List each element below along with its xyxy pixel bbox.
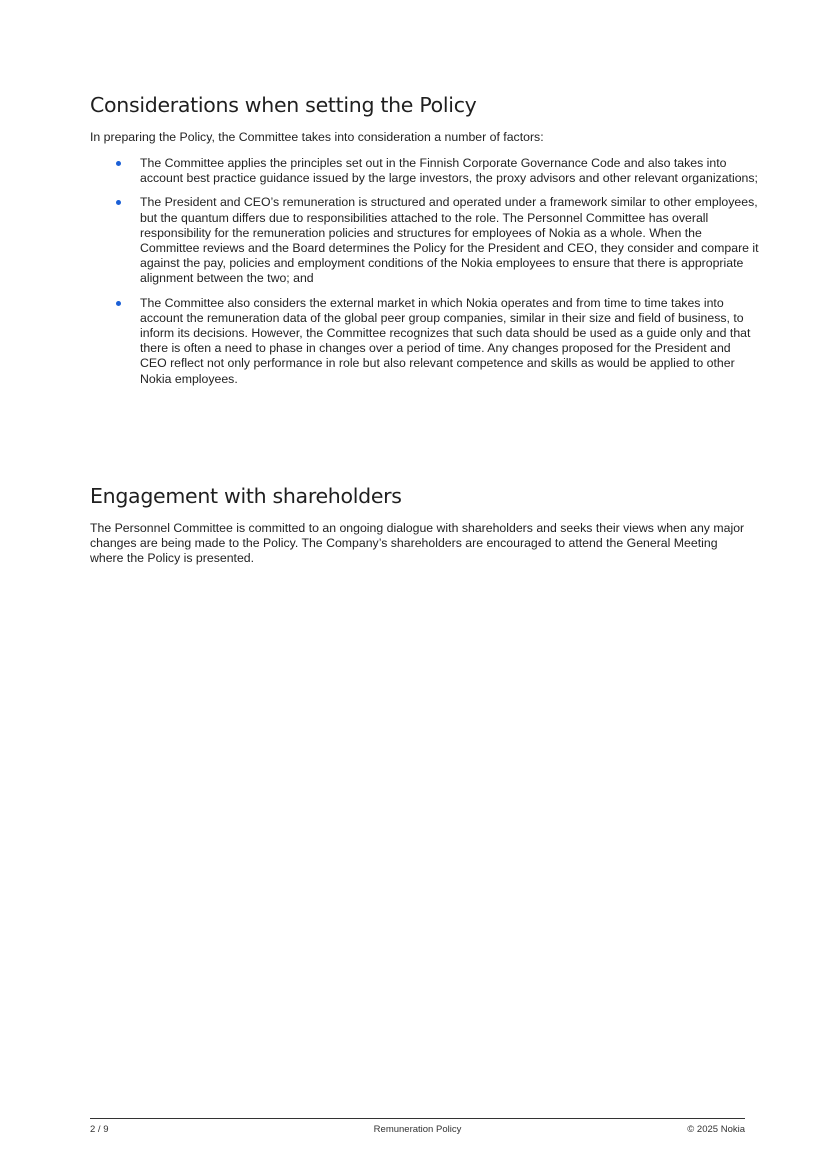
- section-body-engagement: The Personnel Committee is committed to an ongoing dialogue with shareholders and seeks their views when any major changes are being made to the Policy. The Company’s shareholders are encouraged to attend the General Meeting where the Policy is presented.: [90, 521, 745, 566]
- page-number: 2 / 9: [90, 1124, 109, 1135]
- page-footer: [90, 1124, 745, 1138]
- list-item-text: The President and CEO’s remuneration is structured and operated under a framework similar to other employees, but the quantum differs due to responsibilities attached to the role. The Personnel Committee has overall responsibility for the remuneration policies and structures for employees of Nokia as a whole. When the Committee reviews and the Board determines the Policy for the President and CEO, they consider and compare it against the pay, policies and employment conditions of the Nokia employees to ensure that there is appropriate alignment between the two; and: [140, 195, 759, 286]
- footer-divider: [90, 1118, 745, 1119]
- copyright-notice: © 2025 Nokia: [687, 1124, 745, 1135]
- section-intro: In preparing the Policy, the Committee takes into consideration a number of factors:: [90, 130, 544, 144]
- bullet-icon: [116, 200, 121, 205]
- section-heading-considerations: Considerations when setting the Policy: [90, 93, 477, 117]
- list-item: [90, 296, 760, 387]
- bullet-icon: [116, 301, 121, 306]
- list-item: [90, 195, 760, 286]
- document-title: Remuneration Policy: [373, 1124, 462, 1135]
- bullet-icon: [116, 161, 121, 166]
- section-heading-engagement: Engagement with shareholders: [90, 484, 402, 508]
- list-item-text: The Committee applies the principles set out in the Finnish Corporate Governance Code and also takes into account best practice guidance issued by the large investors, the proxy advisors and other relevant organizations;: [140, 156, 758, 186]
- considerations-list: [90, 156, 760, 396]
- list-item-text: The Committee also considers the external market in which Nokia operates and from time to time takes into account the remuneration data of the global peer group companies, similar in their size and field of business, to inform its decisions. However, the Committee recognizes that such data should be used as a guide only and that there is often a need to phase in changes over a period of time. Any changes proposed for the President and CEO reflect not only performance in role but also relevant competence and skills as would be applied to other Nokia employees.: [140, 295, 751, 386]
- list-item: [90, 156, 760, 186]
